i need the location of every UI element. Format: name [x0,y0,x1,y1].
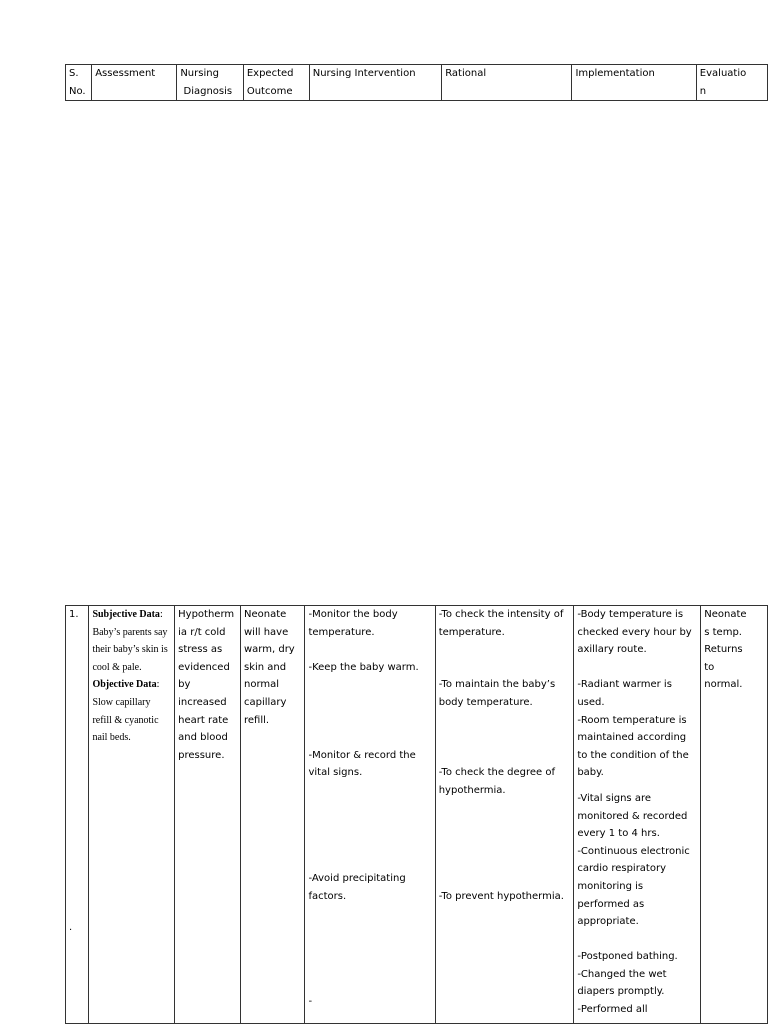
implementation-line: -Radiant warmer is [577,679,672,691]
implementation-line: monitored & recorded [577,810,688,822]
implementation-line: -Performed all [577,1004,648,1016]
rational-line: body temperature. [438,696,533,708]
implementation-line: -Changed the wet [577,968,667,980]
implementation-line: -Continuous electronic [577,845,690,857]
assessment-cell: Subjective Data: Baby’s parents say their baby’s skin is cool & pale. Objective Data: Slow capillary refill & cyanotic nail beds. [89,606,175,1024]
implementation-line: used. [577,696,605,708]
implementation-line: baby. [577,767,604,779]
implementation-line: to the condition of the [577,749,689,761]
subjective-line: their baby’s skin is [92,644,168,656]
objective-line: refill & cyanotic [92,714,159,726]
implementation-line: -Room temperature is [577,714,687,726]
implementation-line: performed as [577,898,645,910]
rational-line: hypothermia. [438,784,506,796]
intervention-line: -Monitor the body [308,609,398,620]
diagnosis-cell: Hypotherm ia r/t cold stress as evidenced by increased heart rate and blood pressure. [175,606,241,1024]
implementation-line: every 1 to 4 hrs. [577,828,660,840]
rational-line: temperature. [438,626,505,638]
implementation-line: -Vital signs are [577,792,651,804]
implementation-line: checked every hour by [577,626,692,638]
intervention-line: vital signs. [308,767,363,779]
row-number: 1. [69,609,79,620]
stray-mark: . [69,922,73,933]
row-number-cell [66,606,89,1024]
intervention-line: factors. [308,890,347,902]
care-plan-header-table [65,64,768,101]
implementation-line: diapers promptly. [577,986,665,998]
evaluation-cell: Neonate s temp. Returns to normal. [701,606,768,1024]
intervention-line: temperature. [308,626,375,638]
implementation-line: cardio respiratory [577,863,666,875]
care-plan-row [66,606,768,1024]
outcome-cell: Neonate will have warm, dry skin and normal capillary refill. [241,606,305,1024]
rational-line: -To check the degree of [438,767,556,779]
header-assessment: Assessment [92,65,177,101]
header-nursing-diagnosis: Nursing Diagnosis [177,65,244,101]
implementation-line: appropriate. [577,916,639,928]
header-implementation: Implementation [572,65,696,101]
intervention-cell [305,606,435,1024]
header-rational: Rational [442,65,572,101]
objective-line: Slow capillary [92,696,151,708]
subjective-line: cool & pale. [92,661,142,673]
header-nursing-intervention: Nursing Intervention [309,65,441,101]
implementation-line: axillary route. [577,644,647,656]
objective-line: nail beds. [92,732,131,744]
subjective-data-label: Subjective Data [92,609,160,620]
rational-line: -To maintain the baby’s [438,679,556,691]
header-row [66,65,768,101]
intervention-line: -Monitor & record the [308,749,416,761]
objective-data-label: Objective Data [92,679,157,691]
rational-line: -To check the intensity of [438,609,564,620]
intervention-line: - [308,996,313,1008]
header-expected-outcome: Expected Outcome [243,65,309,101]
rational-line: -To prevent hypothermia. [438,890,564,902]
header-sno: S. No. [66,65,92,101]
implementation-line: -Body temperature is [577,609,684,620]
implementation-line: -Postponed bathing. [577,951,678,963]
implementation-line: maintained according [577,732,687,744]
rational-cell [435,606,574,1024]
subjective-line: Baby’s parents say [92,626,168,638]
care-plan-body-table [65,605,768,1024]
intervention-line: -Avoid precipitating [308,872,406,884]
implementation-line: monitoring is [577,880,644,892]
implementation-cell [574,606,701,1024]
header-evaluation: Evaluatio n [696,65,767,101]
intervention-line: -Keep the baby warm. [308,661,419,673]
